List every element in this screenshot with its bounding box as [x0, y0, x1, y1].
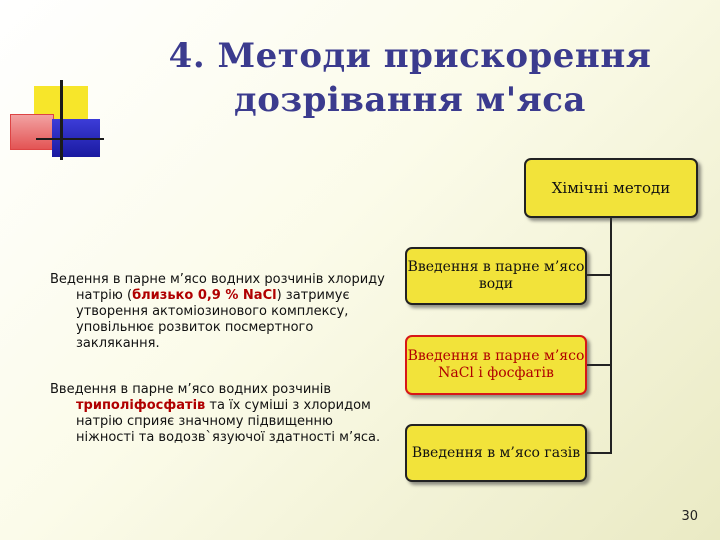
slide-title-line1: 4. Методи прискорення — [168, 36, 652, 76]
slide-title-line2: дозрівання м'яса — [234, 80, 586, 120]
chemical-methods-box — [524, 158, 698, 218]
vertical-line — [60, 80, 63, 160]
paragraph-nacl — [50, 272, 390, 352]
decorative-squares-logo — [0, 0, 120, 170]
water-injection-label: Введення в парне м’ясо води — [407, 259, 585, 292]
red-square — [10, 114, 54, 150]
p2-highlight: триполіфосфатів — [76, 398, 206, 413]
connector-gas — [585, 452, 612, 454]
connector-water — [585, 274, 612, 276]
water-injection-box — [405, 247, 587, 305]
chemical-methods-label: Хімічні методи — [551, 178, 671, 197]
p2-text-after: та їх суміші з хлоридом натрію сприяє значному підвищенню ніжності та водозв`язуючої здатності м’яса. — [76, 398, 381, 445]
paragraph-phosphates — [50, 382, 390, 446]
nacl-phosphate-box — [405, 335, 587, 395]
p1-highlight: близько 0,9 % NaCl — [132, 288, 277, 303]
p1-text-after: ) затримує утворення актоміозинового комплексу, уповільнює розвиток посмертного заклякання. — [76, 288, 350, 351]
gas-injection-box — [405, 424, 587, 482]
page-number: 30 — [681, 509, 698, 524]
connector-nacl — [585, 364, 612, 366]
nacl-phosphate-label: Введення в парне м’ясо NaCl і фосфатів — [407, 348, 585, 381]
p2-text-before: Введення в парне м’ясо водних розчинів — [50, 382, 332, 397]
p1-text-before: Ведення в парне м’ясо водних розчинів хлориду натрію ( — [50, 272, 385, 303]
connector-vertical — [610, 216, 612, 453]
gas-injection-label: Введення в м’ясо газів — [411, 444, 581, 461]
slide-title — [130, 34, 690, 122]
horizontal-line — [36, 138, 104, 140]
